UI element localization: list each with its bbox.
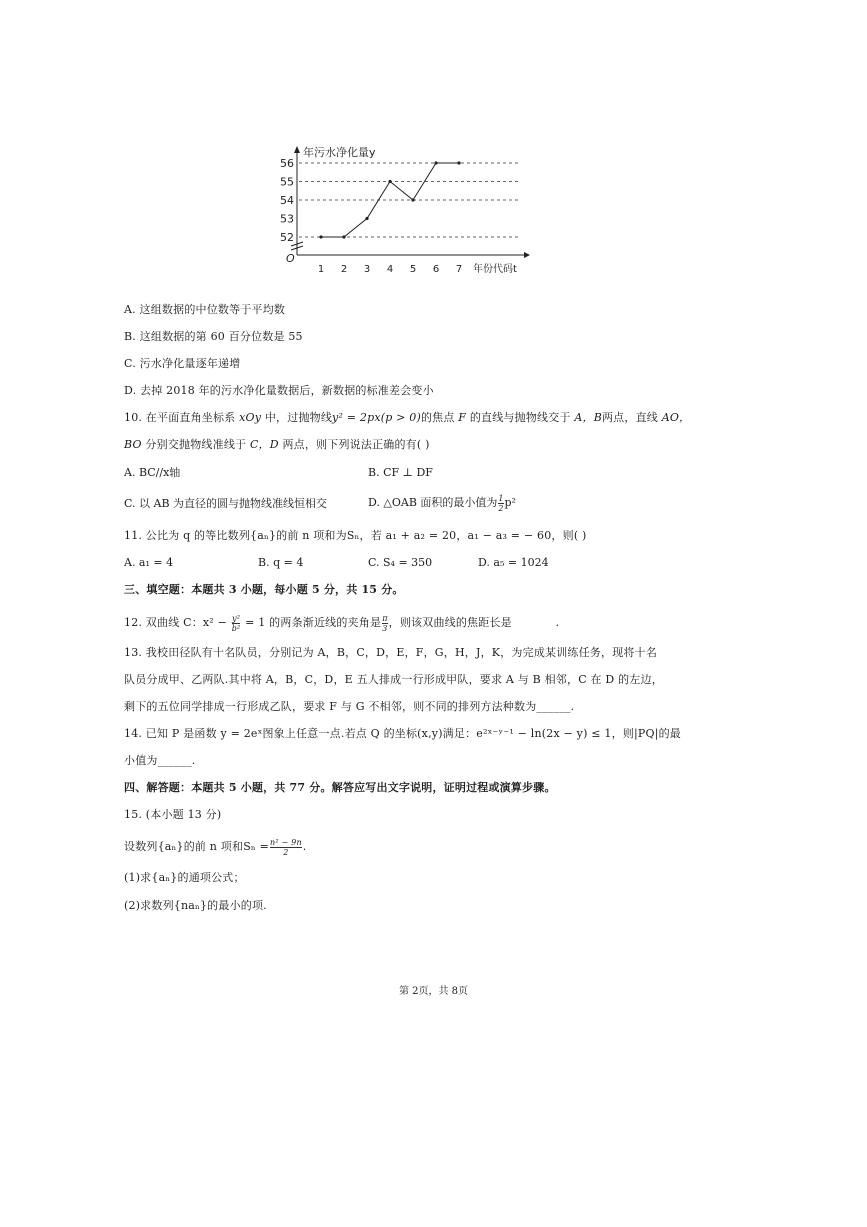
origin-label: O: [286, 252, 295, 265]
data-point-t2: [342, 235, 345, 238]
q15-part2: (2)求数列{naₙ}的最小的项.: [124, 899, 267, 912]
sn-fraction: $\frac{\text{n² − 9n}}{2}$: [270, 837, 302, 857]
y-axis-label: 年污水净化量y: [303, 146, 376, 159]
q9-option-d: D. 去掉 2018 年的污水净化量数据后，新数据的标准差会变小: [124, 384, 434, 397]
q10-option-a: A. BC//x轴: [124, 466, 181, 479]
data-point-t4: [388, 180, 391, 183]
q9-option-c: C. 污水净化量逐年递增: [124, 357, 241, 370]
x-tick-label-3: 3: [363, 264, 371, 275]
data-point-t5: [411, 198, 414, 201]
data-point-t7: [457, 161, 460, 164]
q15-part1: (1)求{aₙ}的通项公式；: [124, 871, 245, 884]
y-tick-label-56: 56: [280, 157, 294, 170]
q10-option-d: D. △OAB 面积的最小值为 $\frac{1}{2}$ p²: [368, 493, 516, 513]
q13-line3: 剩下的五位同学排成一行形成乙队，要求 F 与 G 不相邻，则不同的排列方法种数为______.: [124, 700, 575, 713]
q10-option-c: C. 以 AB 为直径的圆与抛物线准线恒相交: [124, 497, 328, 510]
q9-option-b: B. 这组数据的第 60 百分位数是 55: [124, 330, 303, 343]
q11-option-a: A. a₁ = 4: [124, 556, 174, 569]
pollution-line-chart: [0, 0, 867, 290]
section-3-heading: 三、填空题：本题共 3 小题，每小题 5 分，共 15 分。: [124, 583, 404, 596]
q10-stem-line2: BO 分别交抛物线准线于 C，D 两点，则下列说法正确的有( ): [124, 438, 430, 451]
y-tick-label-52: 52: [280, 231, 294, 244]
q15-stem: 设数列{aₙ}的前 n 项和Sₙ = $\frac{\text{n² − 9n}}{2}$ .: [124, 837, 307, 857]
x-axis-arrow: [524, 252, 530, 258]
x-tick-label-6: 6: [432, 264, 440, 275]
q10-stem-line1: 10. 在平面直角坐标系 xOy 中，过抛物线y² = 2px(p > 0)的焦点 F 的直线与抛物线交于 A，B两点，直线 AO，: [124, 411, 691, 424]
q13-line1: 13. 我校田径队有十名队员，分别记为 A，B，C，D，E，F，G，H，J，K，为完成某训练任务，现将十名: [124, 646, 658, 659]
q14-line2: 小值为______.: [124, 754, 196, 767]
q11-option-c: C. S₄ = 350: [368, 556, 433, 569]
y-tick-label-54: 54: [280, 194, 294, 207]
data-point-t1: [319, 235, 322, 238]
x-tick-label-1: 1: [317, 264, 325, 275]
x-tick-label-5: 5: [409, 264, 417, 275]
q9-option-a: A. 这组数据的中位数等于平均数: [124, 303, 286, 316]
x-tick-label-4: 4: [386, 264, 394, 275]
q11-option-d: D. a₅ = 1024: [478, 556, 549, 569]
x-tick-label-2: 2: [340, 264, 348, 275]
data-point-t3: [365, 217, 368, 220]
data-point-t6: [434, 161, 437, 164]
q12-stem: 12. 双曲线 C：x² − $\frac{\text{y²}}{\text{b²}}$ = 1 的两条渐近线的夹角是 $\frac{\pi}{3}$ ，则该双曲线的焦距长是 .: [124, 613, 560, 633]
q13-line2: 队员分成甲、乙两队.其中将 A，B，C，D，E 五人排成一行形成甲队，要求 A 与 B 相邻，C 在 D 的左边，: [124, 673, 663, 686]
page-footer: 第 2页，共 8页: [398, 986, 469, 997]
q15-title: 15. (本小题 13 分): [124, 808, 222, 821]
half-fraction: $\frac{1}{2}$: [498, 493, 504, 513]
section-4-heading: 四、解答题：本题共 5 小题，共 77 分。解答应写出文字说明，证明过程或演算步骤。: [124, 781, 556, 794]
q11-stem: 11. 公比为 q 的等比数列{aₙ}的前 n 项和为Sₙ，若 a₁ + a₂ = 20，a₁ − a₃ = − 60，则( ): [124, 529, 587, 542]
y-tick-label-53: 53: [280, 212, 294, 226]
y2-over-b2-fraction: $\frac{\text{y²}}{\text{b²}}$: [231, 613, 241, 633]
x-axis-label: 年份代码t: [473, 264, 517, 275]
pi-over-3-fraction: $\frac{\pi}{3}$: [382, 613, 388, 633]
y-axis-arrow: [294, 146, 300, 153]
y-tick-label-55: 55: [280, 175, 294, 189]
q11-option-b: B. q = 4: [258, 556, 304, 569]
q14-line1: 14. 已知 P 是函数 y = 2eˣ图象上任意一点.若点 Q 的坐标(x,y)满足：e²ˣ⁻ʸ⁻¹ − ln(2x − y) ≤ 1，则|PQ|的最: [124, 727, 682, 740]
x-tick-label-7: 7: [455, 264, 463, 275]
q10-option-b: B. CF ⊥ DF: [368, 466, 433, 479]
